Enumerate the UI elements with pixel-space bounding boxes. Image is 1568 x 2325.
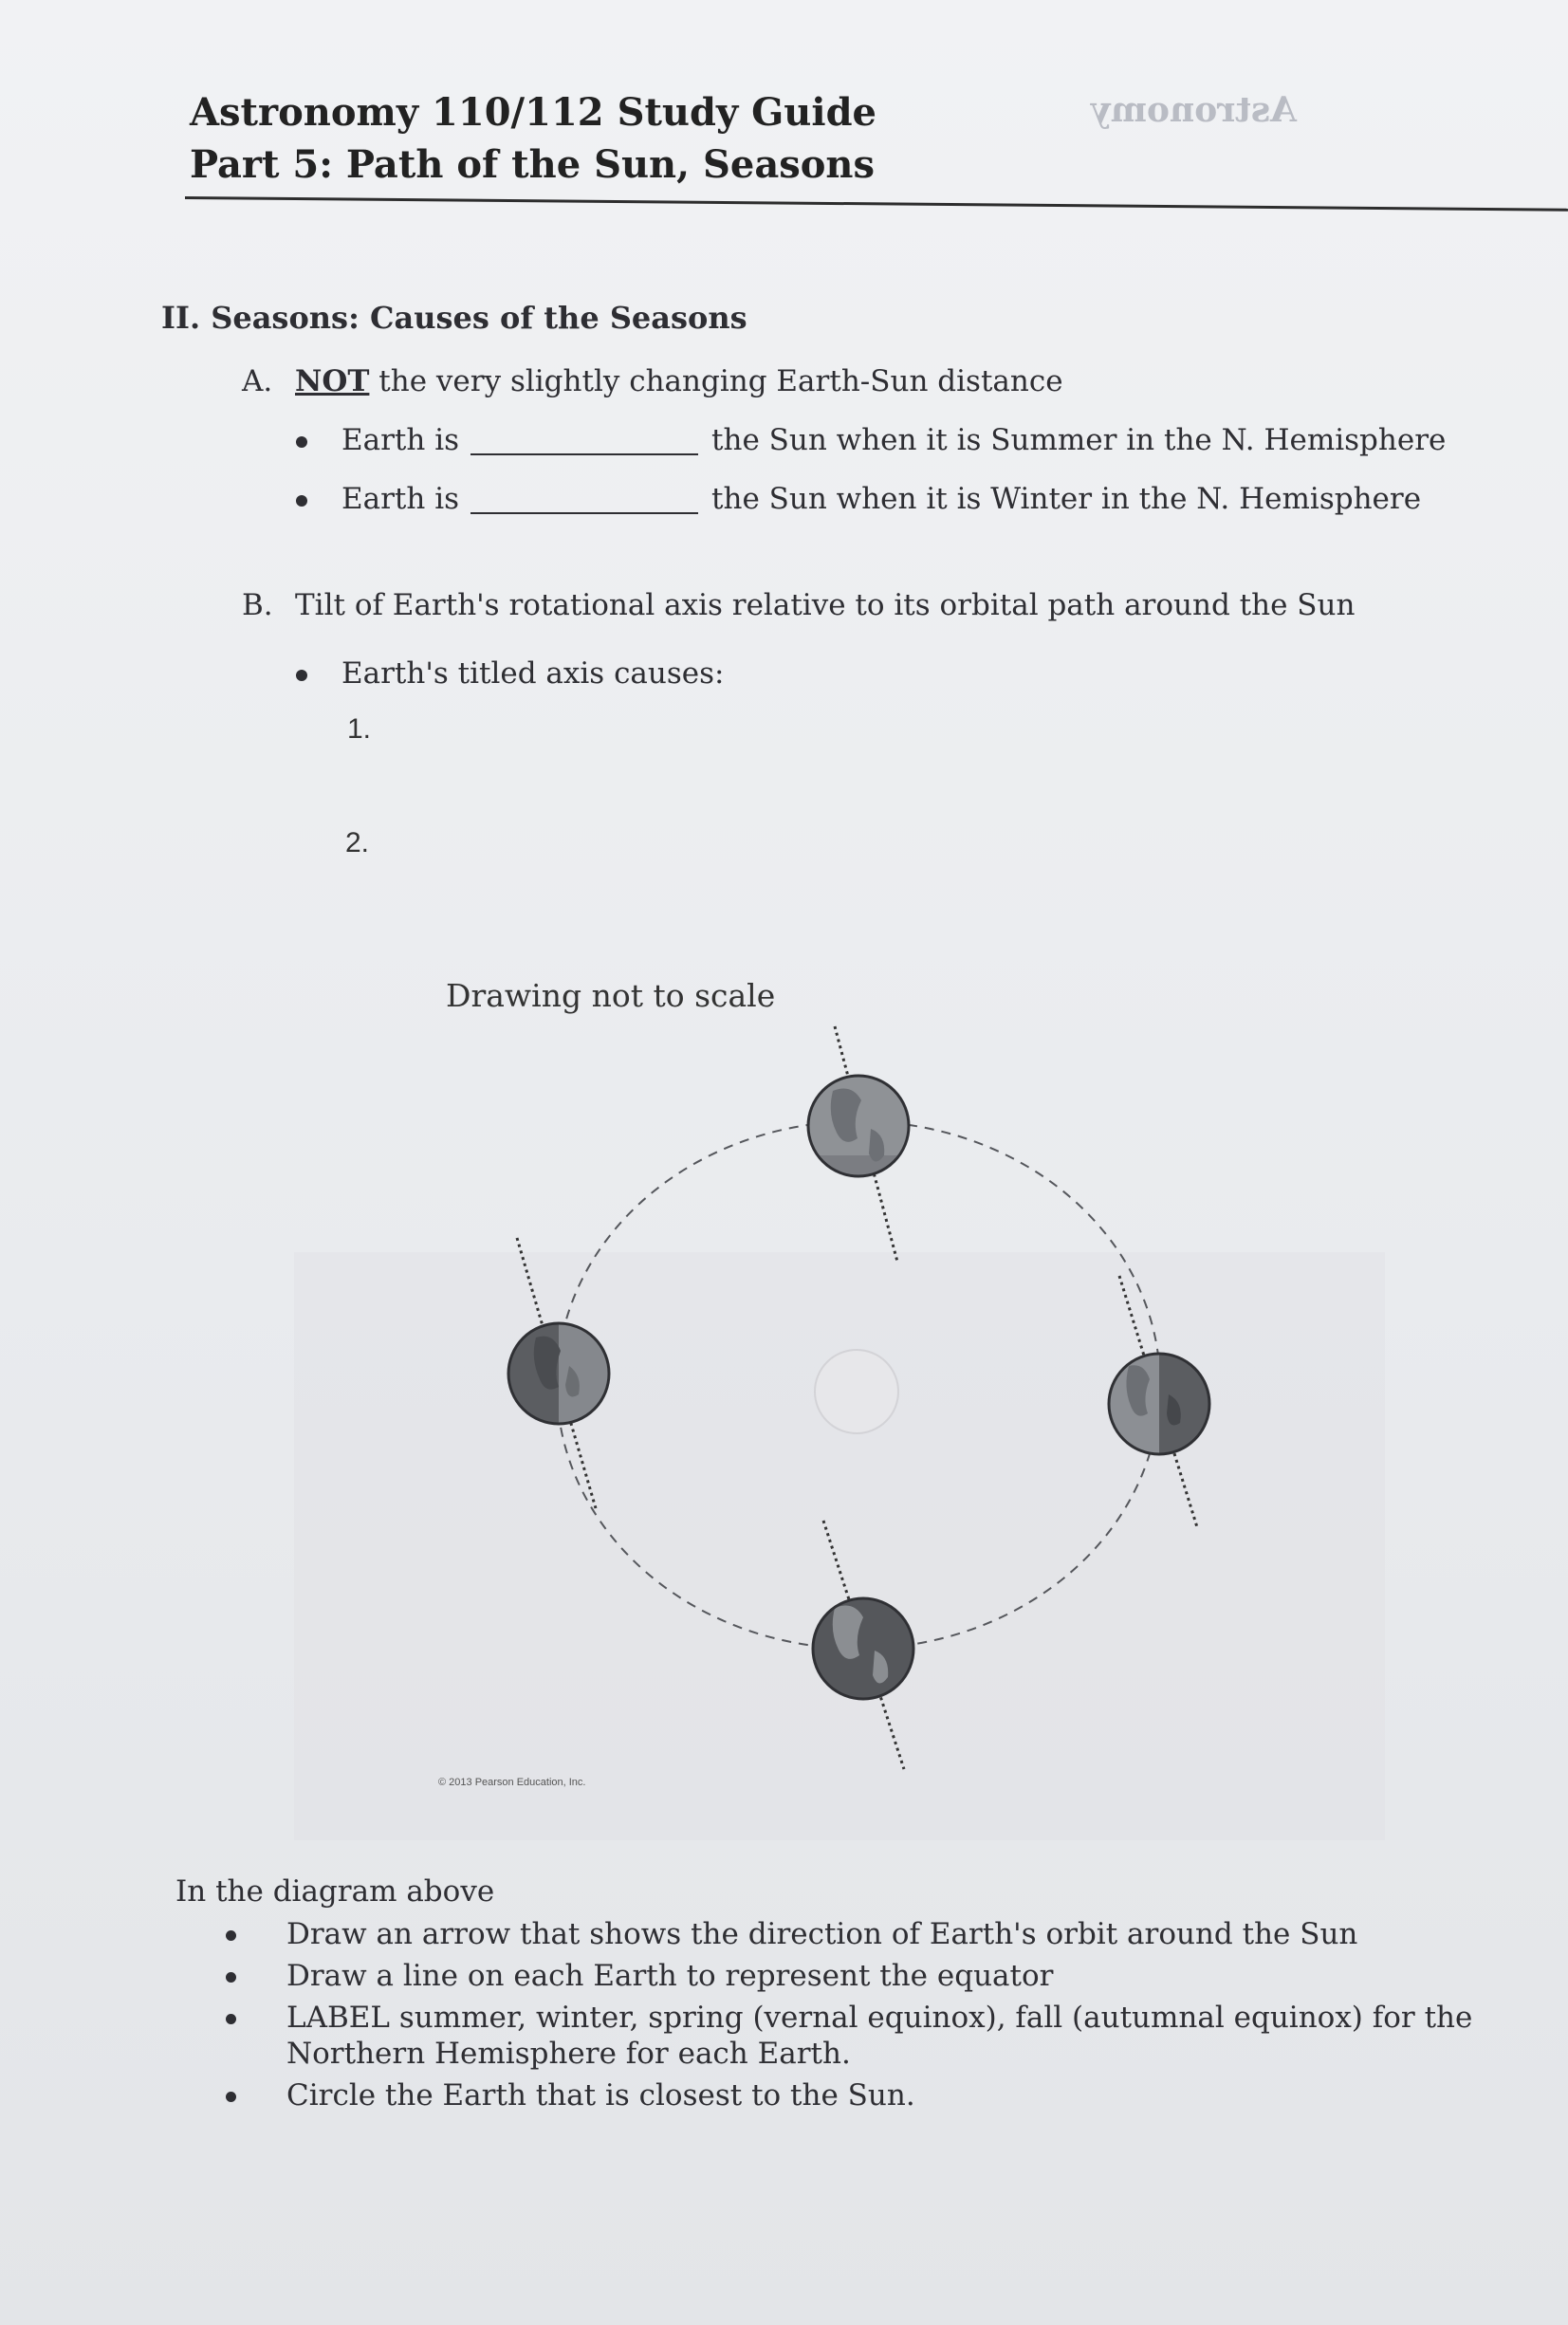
bleed-through-panel [294, 1252, 1385, 1840]
diagram-caption: Drawing not to scale [446, 977, 776, 1014]
subsection-a-text: the very slightly changing Earth-Sun distance [369, 364, 1063, 398]
earth-top-icon [806, 1026, 911, 1262]
subsection-b-letter: B. [242, 588, 273, 622]
section-heading: II. Seasons: Causes of the Seasons [161, 300, 747, 336]
page-title: Astronomy 110/112 Study Guide [190, 90, 877, 135]
page-subtitle: Part 5: Path of the Sun, Seasons [190, 142, 876, 187]
answer-item-1: 1. [347, 713, 372, 745]
blank-suffix: the Sun when it is Summer in the N. Hemisphere [711, 423, 1447, 457]
instructions-list [226, 1916, 1554, 2119]
instructions-intro: In the diagram above [175, 1874, 495, 1909]
instruction-item: Draw an arrow that shows the direction of Earth's orbit around the Sun [226, 1916, 1554, 1952]
sun-icon [815, 1350, 898, 1433]
bleed-through-text: Astronomy [1091, 90, 1298, 130]
not-emphasis: NOT [295, 364, 370, 398]
instruction-item: Draw a line on each Earth to represent the equator [226, 1958, 1554, 1994]
blank-prefix: Earth is [341, 482, 460, 516]
tilt-causes-text: Earth's titled axis causes: [341, 656, 725, 691]
instruction-item: Circle the Earth that is closest to the Sun. [226, 2077, 1554, 2113]
subsection-a-letter: A. [242, 364, 273, 398]
blank-suffix: the Sun when it is Winter in the N. Hemisphere [711, 482, 1422, 516]
answer-item-2: 2. [345, 827, 370, 858]
instruction-item: LABEL summer, winter, spring (vernal equinox), fall (autumnal equinox) for the Northern Hemisphere for each Earth. [226, 2000, 1554, 2072]
blank-prefix: Earth is [341, 423, 460, 457]
subsection-b-text: Tilt of Earth's rotational axis relative to its orbital path around the Sun [295, 588, 1356, 622]
copyright-notice: © 2013 Pearson Education, Inc. [438, 1777, 586, 1788]
